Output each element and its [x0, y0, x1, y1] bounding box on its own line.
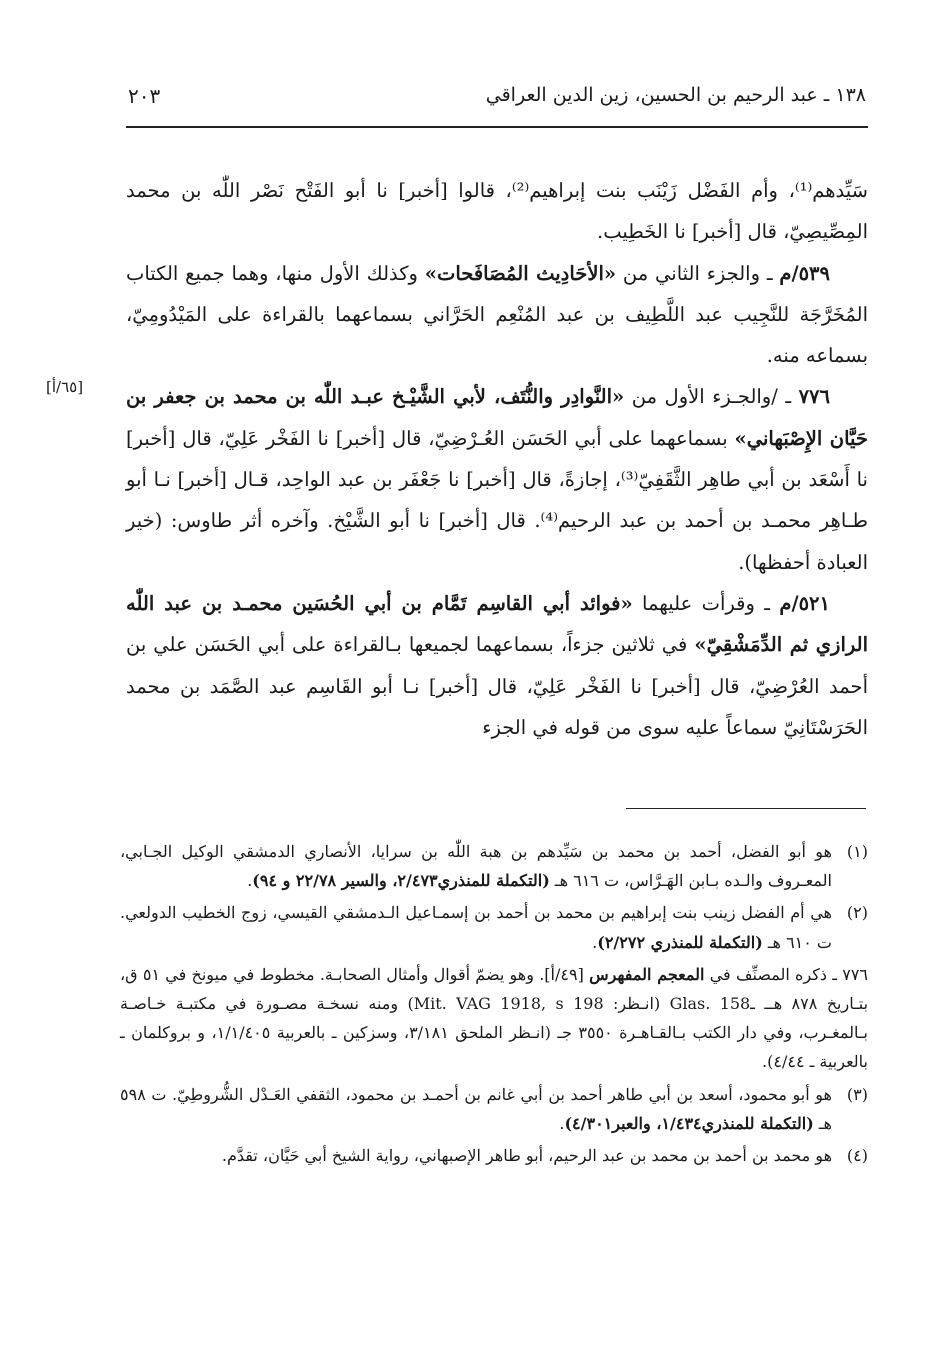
footnote-post: .: [592, 932, 598, 952]
footnote-3: [120, 1080, 868, 1138]
entry-title: «فوائد أبي القاسِم تَمَّام بن أبي الحُسَين محمـد بن عبد اللّٰه الرازي ثم الدِّمَشْقِيّ»: [126, 591, 868, 657]
footnote-number: (٣): [846, 1084, 868, 1104]
header-rule: [126, 126, 868, 128]
entry-number: ٥٢١/م: [779, 591, 830, 615]
paragraph-text: سَيِّدهم⁽¹⁾، وأم الفَضْل زَيْنَب بنت إبراهيم⁽²⁾، قالوا [أخبر] نا أبو الفَتْح نَصْر اللّٰه بن محمد المِصِّيصِيّ، قال [أخبر] نا الخَطِيب.: [126, 179, 868, 244]
main-text: [126, 170, 868, 748]
footnote-1: [120, 837, 868, 895]
footnote-number: (٢): [846, 903, 868, 923]
entry-776: [126, 376, 868, 582]
entry-number: ٧٧٦: [798, 385, 830, 409]
footnote-number: (٤): [846, 1146, 868, 1166]
footnote-pre: هو محمد بن أحمد بن محمد بن عبد الرحيم، أبو طاهر الإصبهاني، رواية الشيخ أبي حَيَّان، تقدَّم.: [221, 1146, 832, 1166]
page-header: [128, 84, 866, 124]
footnote-source: (التكملة للمنذري ٢/٢٧٢): [597, 932, 763, 952]
footnote-pre: ٧٧٦ ـ ذكره المصنِّف في: [704, 964, 868, 984]
footnote-source: المعجم المفهرس: [589, 964, 705, 984]
footnote-source: (التكملة للمنذري١/٤٣٤، والعبر٤/٣٠١): [564, 1113, 814, 1133]
footnote-pre: هو أبو محمود، أسعد بن أبي طاهر أحمد بن أبي غانم بن أحمـد بن محمود، الثقفي العَـدْل الشُّروطِيّ. ت ٥٩٨ هـ: [120, 1084, 832, 1133]
footnote-2: [120, 898, 868, 956]
entry-pre: ـ وقرأت عليهما: [632, 591, 780, 615]
entry-539: [126, 253, 868, 377]
entry-pre: ـ /والجـزء الأول من: [624, 385, 799, 409]
footnote-source: (التكملة للمنذري٢/٤٧٣، والسير ٢٢/٧٨ و ٩٤): [252, 871, 550, 891]
footnote-text: [120, 837, 832, 895]
footnote-776: [120, 960, 868, 1077]
margin-reference: [٦٥/أ]: [46, 378, 84, 396]
entry-body: بسماعهما على أبي الحَسَن العُـرْضِيّ، قال [أخبر] نا الفَخْر عَلِيّ، قال [أخبر] نا أَسْعَد بن أبي طاهِر الثَّقَفِيّ⁽³⁾، إجازةً، قال [أخبر] نا جَعْفَر بن عبد الواحِد، قـال [أخبر] نـا أبو طـاهِر محمـد بن أحمد بن عبد الرحيم⁽⁴⁾. قال [أخبر] نا أبو الشَّيْخ. وآخره أثر طاوس: (خير العبادة أحفظها).: [126, 426, 869, 574]
entry-body: في ثلاثين جزءاً، بسماعهما لجميعها بـالقراءة على أبي الحَسَن علي بن أحمد العُرْضِيّ، قال [أخبر] نا الفَخْر عَلِيّ، قال [أخبر] نـا أبو القَاسِم عبد الصَّمَد بن محمد الحَرَسْتَانِيّ سماعاً عليه سوى من قوله في الجزء: [126, 633, 868, 739]
footnotes: [120, 837, 868, 1173]
entry-number: ٥٣٩/م: [779, 261, 830, 285]
footnote-post: [٤٩/أ]. وهو يضمّ أقوال وأمثال الصحابـة. مخطوط في ميونخ في ٥١ ق، بتـاريخ ٨٧٨ هــ ـGlas. 158 (انـظر: Mit. VAG 1918, s 198) ومنه نسخـة مصـورة في مكتبـة خـاصـة بـالمغـرب، وفي دار الكتب بـالقـاهـرة ٣٥٥٠ جـ (انـظر الملحق ٣/١٨١، وسزكين ـ بالعربية ١/١/٤٠٥، و بروكلمان ـ بالعربية ـ ٤/٤٤).: [120, 964, 869, 1072]
footnote-post: .: [559, 1113, 565, 1133]
entry-title: «النَّوادِر والنُّتَف، لأبي الشَّيْـخ عبـد اللّٰه بن محمد بن جعفر بن حَيَّان الإِصْبَهاني»: [126, 385, 868, 450]
page-number: ٢٠٣: [128, 84, 161, 108]
footnote-pre: هو أبو الفضل، أحمد بن محمد بن سَيِّدهم بن هبة اللّٰه بن سرايا، الأنصاري الدمشقي الوكيل الجـابي، المعـروف والـده بـابن الهَـرَّاس، ت ٦١٦ هـ: [120, 842, 832, 891]
paragraph-continuation: [126, 170, 868, 253]
footnote-post: .: [247, 871, 253, 891]
entry-title: «الأحَادِيث المُصَافَحات»: [424, 261, 617, 285]
entry-body: وكذلك الأول منها، وهما جميع الكتاب المُخَرَّجَة للنَّجِيب عبد اللَّطِيف بن عبد المُنْعِم الحَرَّاني بسماعهما بالقراءة على المَيْدُومِيّ، بسماعه منه.: [126, 261, 868, 368]
footnote-number: (١): [846, 842, 868, 861]
footnote-pre: هي أم الفضل زينب بنت إبراهيم بن محمد بن أحمد بن إسمـاعيل الـدمشقي القيسي، زوج الخطيب الدولعي. ت ٦١٠ هـ: [120, 903, 832, 952]
footnote-text: [120, 1080, 832, 1138]
entry-pre: ـ والجزء الثاني من: [616, 261, 780, 285]
footnote-text: [120, 898, 832, 956]
running-title: ١٣٨ ـ عبد الرحيم بن الحسين، زين الدين العراقي: [485, 84, 866, 106]
entry-521: [126, 583, 868, 748]
footnote-separator: [626, 808, 866, 809]
footnote-text: [120, 1141, 832, 1170]
footnote-4: [120, 1141, 868, 1170]
